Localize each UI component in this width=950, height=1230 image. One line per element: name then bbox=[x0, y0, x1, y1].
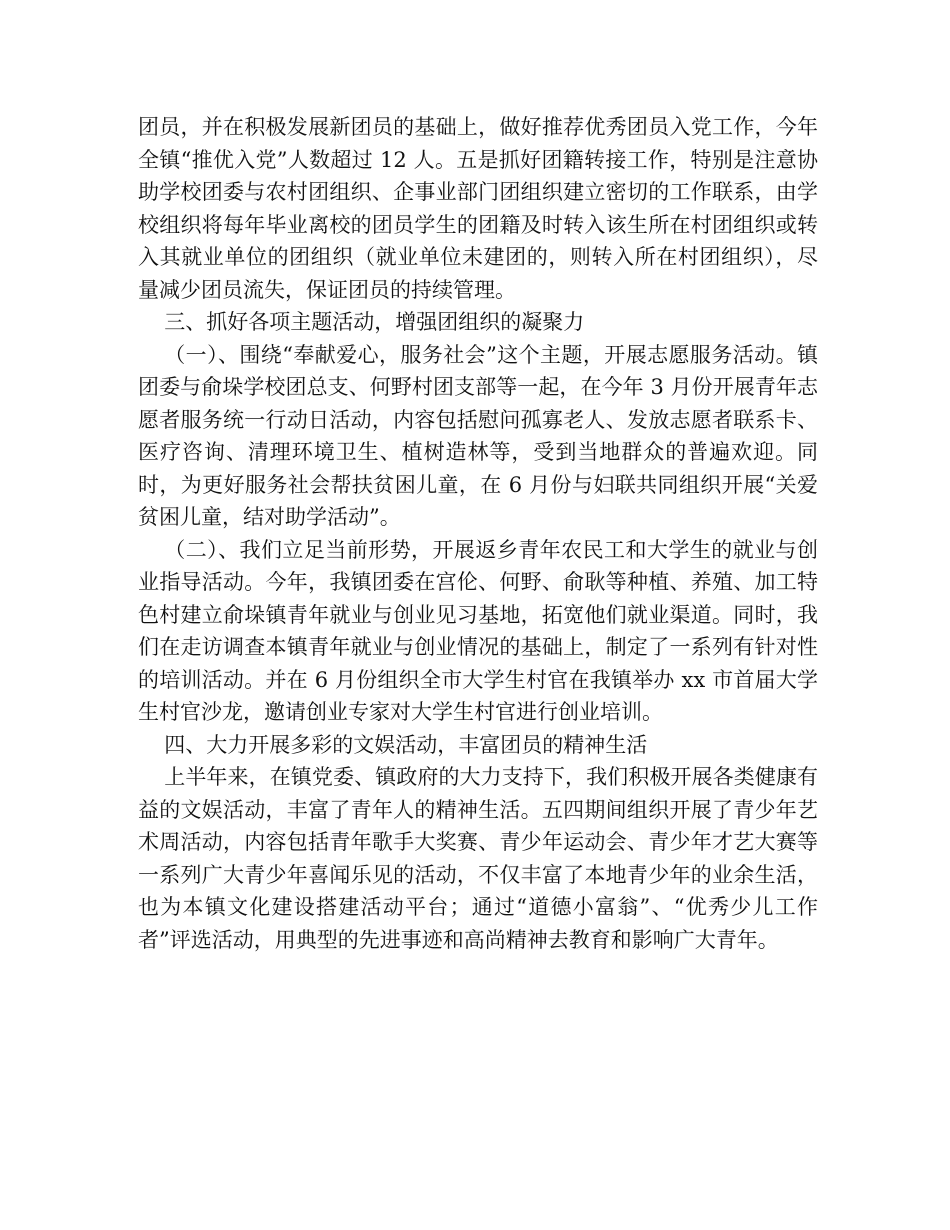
paragraph-continuation: 团员，并在积极发展新团员的基础上，做好推荐优秀团员入党工作，今年全镇“推优入党”人数超过 12 人。五是抓好团籍转接工作，特别是注意协助学校团委与农村团组织、企事业部门团组织建立密切的工作联系，由学校组织将每年毕业离校的团员学生的团籍及时转入该生所在村团组织或转入其就业单位的团组织（就业单位未建团的，则转入所在村团组织），尽量减少团员流失，保证团员的持续管理。 bbox=[138, 115, 818, 302]
section-heading-three: 三、抓好各项主题活动，增强团组织的凝聚力 bbox=[164, 310, 585, 334]
paragraph-cultural-activities: 上半年来，在镇党委、镇政府的大力支持下，我们积极开展各类健康有益的文娱活动，丰富了青年人的精神生活。五四期间组织开展了青少年艺术周活动，内容包括青年歌手大奖赛、青少年运动会、青少年才艺大赛等一系列广大青少年喜闻乐见的活动，不仅丰富了本地青少年的业余生活，也为本镇文化建设搭建活动平台；通过“道德小富翁”、“优秀少儿工作者”评选活动，用典型的先进事迹和高尚精神去教育和影响广大青年。 bbox=[138, 765, 818, 952]
section-heading-four: 四、大力开展多彩的文娱活动，丰富团员的精神生活 bbox=[164, 732, 648, 757]
document-body bbox=[138, 111, 818, 956]
paragraph-employment-guidance: （二）、我们立足当前形势，开展返乡青年农民工和大学生的就业与创业指导活动。今年，我镇团委在宫伦、何野、俞耿等种植、养殖、加工特色村建立俞垛镇青年就业与创业见习基地，拓宽他们就业渠道。同时，我们在走访调查本镇青年就业与创业情况的基础上，制定了一系列有针对性的培训活动。并在 6 月份组织全市大学生村官在我镇举办 xx 市首届大学生村官沙龙，邀请创业专家对大学生村官进行创业培训。 bbox=[138, 537, 818, 724]
paragraph-volunteer-service: （一）、围绕“奉献爱心，服务社会”这个主题，开展志愿服务活动。镇团委与俞垛学校团总支、何野村团支部等一起，在今年 3 月份开展青年志愿者服务统一行动日活动，内容包括慰问孤寡老人、发放志愿者联系卡、医疗咨询、清理环境卫生、植树造林等，受到当地群众的普遍欢迎。同时，为更好服务社会帮扶贫困儿童，在 6 月份与妇联共同组织开展“关爱贫困儿童，结对助学活动”。 bbox=[138, 342, 818, 529]
